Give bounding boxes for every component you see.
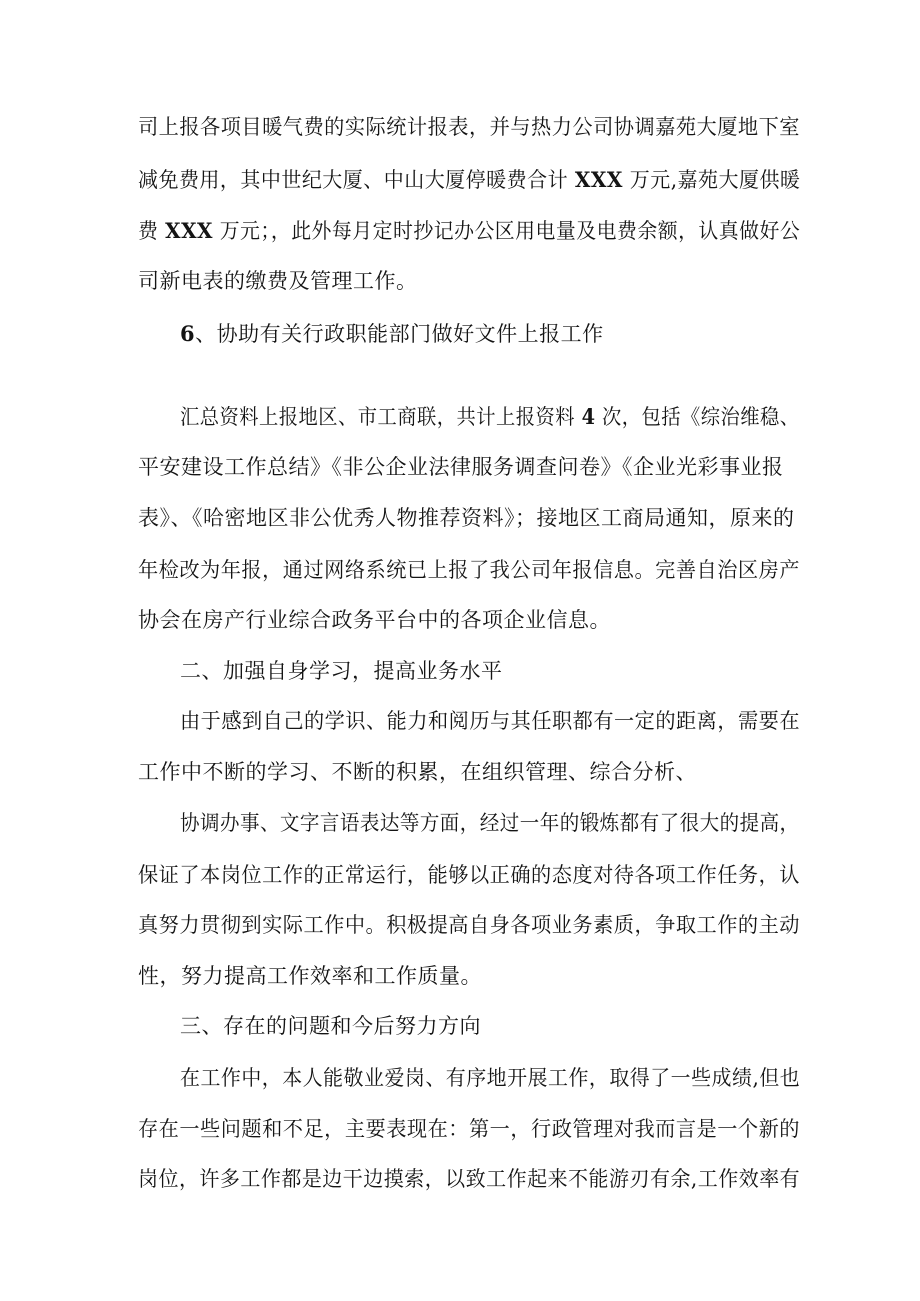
paragraph-line (138, 961, 482, 991)
paragraph-line (138, 555, 800, 585)
text-run: 协会在房产行业综合政务平台中的各项企业信息。 (138, 608, 611, 632)
paragraph-line (138, 860, 800, 890)
text-run: 表》、《哈密地区非公优秀人物推荐资料》；接地区工商局通知，原来的 (138, 506, 795, 530)
text-run: 汇总资料上报地区、市工商联，共计上报资料 (180, 405, 582, 429)
paragraph-line (138, 216, 800, 246)
text-run: 保证了本岗位工作的正常运行，能够以正确的态度对待各项工作任务，认 (138, 863, 800, 887)
text-run: 费 (138, 219, 166, 243)
text-run: 司上报各项目暖气费的实际统计报表，并与热力公司协调嘉苑大厦地下室 (138, 115, 800, 139)
amount-placeholder: XXX (574, 167, 623, 192)
text-run: 真努力贯彻到实际工作中。积极提高自身各项业务素质，争取工作的主动 (138, 913, 800, 937)
paragraph-line (138, 1164, 800, 1194)
text-run: 性，努力提高工作效率和工作质量。 (138, 964, 482, 988)
paragraph-line (138, 757, 697, 787)
paragraph-line (138, 503, 795, 533)
section-heading-6 (180, 319, 604, 349)
text-run: 司新电表的缴费及管理工作。 (138, 269, 418, 293)
text-run: 次，包括《综治维稳、 (595, 405, 800, 429)
amount-placeholder: XXX (165, 218, 213, 243)
text-run: 由于感到自己的学识、能力和阅历与其任职都有一定的距离，需要在 (180, 709, 800, 733)
section-heading-2: 二、加强自身学习，提高业务水平 (180, 659, 503, 683)
paragraph-line (138, 266, 418, 296)
text-run: 在工作中，本人能敬业爱岗、有序地开展工作，取得了一些成绩,但也 (180, 1066, 801, 1090)
paragraph-line (180, 808, 800, 838)
paragraph-line (138, 452, 784, 482)
heading-number: 6 (180, 321, 196, 346)
text-run: 存在一些问题和不足，主要表现在：第一，行政管理对我而言是一个新的 (138, 1117, 800, 1141)
text-run: 年检改为年报，通过网络系统已上报了我公司年报信息。完善自治区房产 (138, 558, 800, 582)
heading-text: 、协助有关行政职能部门做好文件上报工作 (195, 322, 604, 346)
paragraph-line (180, 706, 800, 736)
text-run: 平安建设工作总结》《非公企业法律服务调查问卷》《企业光彩事业报 (138, 455, 784, 479)
text-run: 万元,嘉苑大厦供暖 (622, 168, 801, 192)
paragraph-line (180, 1063, 800, 1093)
paragraph-line (138, 1114, 800, 1144)
text-run: 工作中不断的学习、不断的积累，在组织管理、综合分析、 (138, 760, 697, 784)
text-run: 减免费用，其中世纪大厦、中山大厦停暖费合计 (138, 168, 575, 192)
paragraph-line (138, 910, 800, 940)
paragraph-line (180, 402, 800, 432)
paragraph-line (138, 605, 611, 635)
text-run: 万元；，此外每月定时抄记办公区用电量及电费余额，认真做好公 (212, 219, 801, 243)
text-run: 岗位，许多工作都是边干边摸索，以致工作起来不能游刃有余,工作效率有 (138, 1167, 801, 1191)
text-run: 协调办事、文字言语表达等方面，经过一年的锻炼都有了很大的提高， (180, 811, 800, 835)
section-heading-3: 三、存在的问题和今后努力方向 (180, 1014, 481, 1038)
paragraph-line (138, 165, 800, 195)
count-value: 4 (581, 404, 596, 429)
paragraph-line (138, 112, 800, 142)
